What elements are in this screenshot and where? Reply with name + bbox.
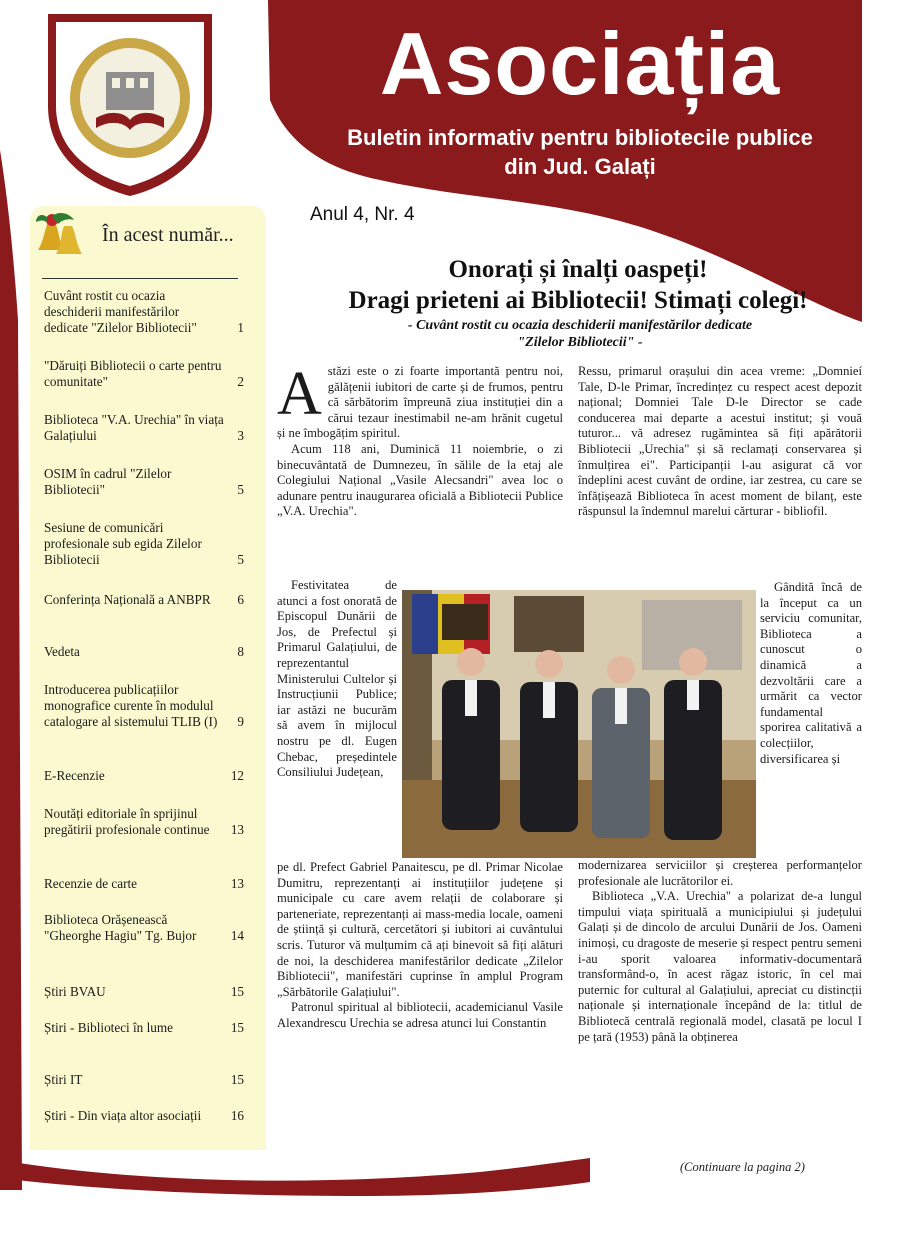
masthead-subtitle-line1: Buletin informativ pentru bibliotecile publice (347, 125, 813, 150)
bottom-swoosh (0, 1158, 590, 1196)
toc-item-title: E-Recenzie (44, 768, 105, 783)
toc-divider (42, 278, 238, 279)
paragraph: Patronul spiritual al bibliotecii, academicianul Vasile Alexandrescu Urechia se adresa atunci lui Constantin (277, 1000, 563, 1030)
toc-item[interactable] (44, 912, 254, 944)
toc-item-title: Biblioteca Orășenească "Gheorghe Hagiu" Tg. Bujor (44, 912, 197, 943)
paragraph: modernizarea serviciilor și creșterea performanțelor profesionale ale lucrătorilor ei. (578, 858, 862, 888)
toc-item-page: 14 (230, 928, 244, 943)
toc-item-title: "Dăruiți Bibliotecii o carte pentru comunitate" (44, 358, 222, 389)
toc-item[interactable] (44, 768, 254, 784)
article-title-line2: Dragi prieteni ai Bibliotecii! Stimați colegi! (348, 287, 808, 314)
library-crest-icon (40, 8, 220, 198)
article-subtitle-line1: - Cuvânt rostit cu ocazia deschiderii manifestărilor dedicate (407, 318, 753, 333)
toc-item-title: Știri IT (44, 1072, 83, 1087)
masthead-subtitle (290, 124, 870, 181)
toc-item-title: Vedeta (44, 644, 80, 659)
paragraph: Gândită încă de la început ca un serviciu comunitar, Biblioteca a cunoscut o dinamică a dezvoltării care a urmărit ca vector fundamental sporirea calitativă a colecțiilor, diversificarea și (760, 580, 862, 766)
issue-date: Decembrie 2008 (684, 204, 824, 225)
toc-item[interactable] (44, 1072, 254, 1088)
toc-item-page: 15 (230, 1072, 244, 1087)
toc-item[interactable] (44, 358, 254, 390)
toc-item[interactable] (44, 644, 254, 660)
toc-item-title: Sesiune de comunicări profesionale sub egida Zilelor Bibliotecii (44, 520, 202, 567)
toc-item[interactable] (44, 984, 254, 1000)
toc-item-title: Introducerea publicațiilor monografice curente în modulul catalogare al sistemului TLIB (I) (44, 682, 218, 729)
masthead-title: Asociația (379, 14, 781, 113)
article-subtitle (290, 317, 870, 351)
toc-item-title: Știri - Din viața altor asociații (44, 1108, 202, 1123)
article-column-2-narrow (760, 580, 862, 767)
paragraph: Festivitatea de atunci a fost onorată de Episcopul Dunării de Jos, de Prefectul și Primarul Galațiului, de reprezentantul Ministerului Cultelor și Instrucțiunii Publice; iar astăzi ne bucurăm să avem în mijlocul nostru pe dl. Eugen Chebac, președintele Consiliului Județean, (277, 578, 397, 780)
toc-item-page: 5 (237, 482, 244, 497)
toc-item[interactable] (44, 1108, 254, 1124)
paragraph: Acum 118 ani, Duminică 11 noiembrie, o zi binecuvântată de Dumnezeu, în sălile de la etaj ale Colegiului Național „Vasile Alecsandri" avea loc o adunare pentru inaugurarea oficială a Bibliotecii Publice „V.A. Urechia". (277, 441, 563, 519)
toc-item-page: 16 (230, 1108, 244, 1123)
article-subtitle-line2: "Zilelor Bibliotecii" - (517, 335, 643, 350)
toc-item-title: Cuvânt rostit cu ocazia deschiderii manifestărilor dedicate "Zilelor Bibliotecii" (44, 288, 197, 335)
toc-item-title: Știri - Biblioteci în lume (44, 1020, 173, 1035)
toc-item-page: 13 (230, 822, 244, 837)
toc-item[interactable] (44, 412, 254, 444)
dropcap: A (277, 360, 322, 428)
toc-item[interactable] (44, 682, 254, 730)
paragraph: stăzi este o zi foarte importantă pentru noi, gălățenii iubitori de carte și de frumos, pentru că sărbătorim împreună ziua instituției din a cărui tezaur inestimabil ne-am hrănit cugetul și ne îmbogățim spiritul. (277, 364, 563, 441)
paragraph: Biblioteca „V.A. Urechia" a polarizat de-a lungul timpului viața spirituală a municipiului și județului Galați și de dincolo de arcului Dunării de Jos. Oameni inimoși, cu dragoste de meserie și respect pentru semeni i-au sporit valoarea informativ-documentară transformând-o, în acest răgaz istoric, în cel mai puternic for cultural al Galațiului, apreciat cu distincții naționale și internaționale începând de la: titlul de Bibliotecă centrală regională model, clasată pe locul I pe țară (1953) până la obținerea (578, 889, 862, 1044)
article-photo (402, 590, 756, 858)
toc-item-page: 5 (237, 552, 244, 567)
toc-heading: În acest număr... (102, 224, 234, 246)
toc-item-page: 15 (230, 984, 244, 999)
continued-note: (Continuare la pagina 2) (680, 1160, 805, 1174)
toc-item-page: 15 (230, 1020, 244, 1035)
toc-item-page: 13 (230, 876, 244, 891)
toc-item[interactable] (44, 466, 254, 498)
toc-item[interactable] (44, 592, 254, 608)
toc-item[interactable] (44, 806, 254, 838)
christmas-bell-icon (34, 210, 94, 266)
paragraph: pe dl. Prefect Gabriel Panaitescu, pe dl. Primar Nicolae Dumitru, reprezentanți ai instituțiilor județene și municipale cu care avem relații de colaborare și parteneriate, reprezentanți ai mass-media locale, oameni de știință și cultură, cercetători și iubitori ai cuvântului scris. Tuturor vă mulțumim că ați binevoit să fiți alături de noi, la deschiderea manifestărilor dedicate „Zilelor Bibliotecii", manifestări cuprinse în amplul Program „Sărbătorile Galațiului". (277, 860, 563, 999)
article-title-line1: Onorați și înalți oaspeți! (448, 256, 708, 283)
toc-item[interactable] (44, 1020, 254, 1036)
toc-item-page: 12 (230, 768, 244, 783)
toc-item-title: Noutăți editoriale în sprijinul pregătirii profesionale continue (44, 806, 210, 837)
toc-item-page: 9 (237, 714, 244, 729)
left-strip (0, 150, 22, 1190)
article-column-1-top (277, 360, 563, 520)
article-column-1-bottom (277, 860, 563, 1032)
toc-item-page: 6 (237, 592, 244, 607)
toc-item[interactable] (44, 520, 254, 568)
paragraph: Ressu, primarul orașului din acea vreme: „Domnieí Tale, D-le Primar, încredințez cu respect acest depozit național; Domniei Tale D-le Director se cade conducerea mai departe a acestui institut; și vouă tuturor... vă adresez rugămintea să fiți apărătorii Bibliotecii „Urechia" și să reclamați conservarea și înmulțirea ei". Participanții l-au asigurat că vor îndeplini acest cuvânt de ordine, iar zestrea, cu care se înfățișează Biblioteca în acest moment de bilanț, este răspunsul la îndemnul marelui cărturar - bibliofil. (578, 364, 862, 519)
article-column-1-narrow (277, 578, 397, 781)
article-title (278, 254, 878, 316)
toc-item-title: Biblioteca "V.A. Urechia" în viața Galațiului (44, 412, 224, 443)
masthead-subtitle-line2: din Jud. Galați (504, 153, 656, 179)
toc-item-page: 1 (237, 320, 244, 335)
toc-item-title: Știri BVAU (44, 984, 106, 999)
toc-item-page: 8 (237, 644, 244, 659)
toc-item[interactable] (44, 876, 254, 892)
toc-item-page: 3 (237, 428, 244, 443)
toc-item[interactable] (44, 288, 254, 336)
toc-item-page: 2 (237, 374, 244, 389)
issue-number: Anul 4, Nr. 4 (310, 204, 415, 225)
article-column-2-bottom (578, 858, 862, 1045)
toc-item-title: OSIM în cadrul "Zilelor Bibliotecii" (44, 466, 172, 497)
toc-sidebar (30, 206, 266, 1150)
toc-item-title: Recenzie de carte (44, 876, 137, 891)
article-column-2-top (578, 364, 862, 520)
toc-item-title: Conferința Națională a ANBPR (44, 592, 211, 607)
